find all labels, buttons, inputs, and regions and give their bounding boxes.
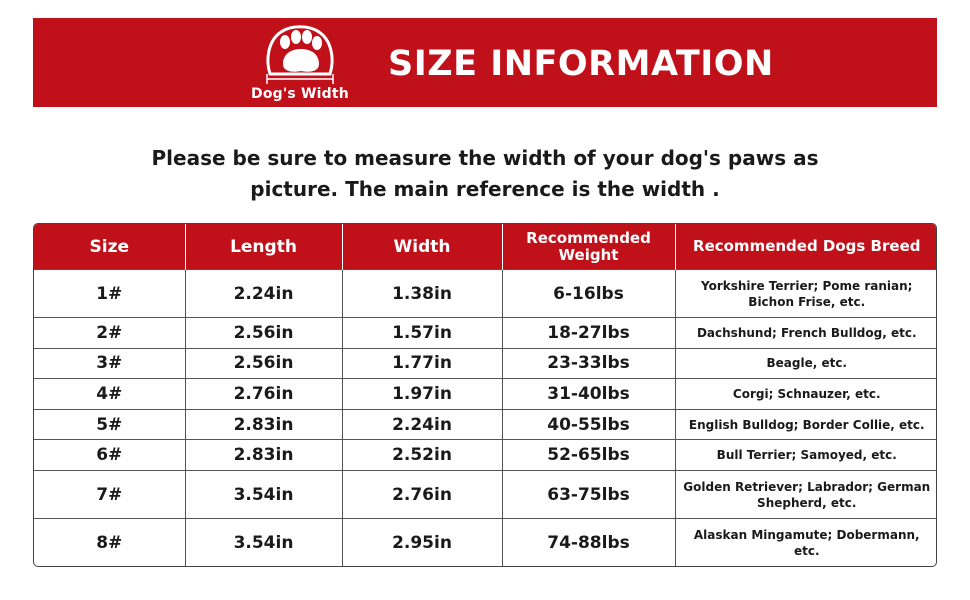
header-size: Size — [34, 224, 185, 270]
cell-breed: Dachshund; French Bulldog, etc. — [675, 318, 937, 349]
cell-width: 1.38in — [342, 270, 502, 318]
page-title: SIZE INFORMATION — [388, 44, 774, 84]
cell-length: 2.83in — [185, 440, 342, 471]
table-row — [34, 270, 937, 318]
cell-length: 2.83in — [185, 409, 342, 440]
paw-icon — [245, 18, 355, 88]
cell-size: 5# — [34, 409, 185, 440]
cell-width: 1.97in — [342, 379, 502, 410]
cell-size: 1# — [34, 270, 185, 318]
intro-text — [150, 143, 820, 205]
paw-caption: Dog's Width — [251, 86, 349, 102]
header-width: Width — [342, 224, 502, 270]
cell-breed: Beagle, etc. — [675, 348, 937, 379]
cell-length: 3.54in — [185, 471, 342, 519]
header-length: Length — [185, 224, 342, 270]
header-weight: Recommended Weight — [502, 224, 675, 270]
cell-width: 2.52in — [342, 440, 502, 471]
table-header-row — [34, 224, 937, 270]
size-table — [33, 223, 937, 567]
header-breed: Recommended Dogs Breed — [675, 224, 937, 270]
cell-length: 2.56in — [185, 318, 342, 349]
cell-weight: 63-75lbs — [502, 471, 675, 519]
table-row — [34, 409, 937, 440]
cell-size: 7# — [34, 471, 185, 519]
table-row — [34, 471, 937, 519]
cell-size: 3# — [34, 348, 185, 379]
cell-size: 4# — [34, 379, 185, 410]
cell-length: 2.24in — [185, 270, 342, 318]
cell-weight: 6-16lbs — [502, 270, 675, 318]
cell-size: 6# — [34, 440, 185, 471]
table-row — [34, 440, 937, 471]
cell-length: 3.54in — [185, 519, 342, 566]
header-banner — [33, 18, 937, 107]
paw-logo — [245, 18, 355, 107]
cell-weight: 23-33lbs — [502, 348, 675, 379]
cell-width: 2.76in — [342, 471, 502, 519]
cell-breed: Alaskan Mingamute; Dobermann, etc. — [675, 519, 937, 566]
cell-breed: English Bulldog; Border Collie, etc. — [675, 409, 937, 440]
cell-weight: 18-27lbs — [502, 318, 675, 349]
table-row — [34, 379, 937, 410]
cell-breed: Bull Terrier; Samoyed, etc. — [675, 440, 937, 471]
cell-breed: Yorkshire Terrier; Pome ranian; Bichon Frise, etc. — [675, 270, 937, 318]
intro-line-2: picture. The main reference is the width . — [250, 177, 720, 201]
table-row — [34, 348, 937, 379]
cell-weight: 40-55lbs — [502, 409, 675, 440]
cell-weight: 52-65lbs — [502, 440, 675, 471]
intro-line-1: Please be sure to measure the width of your dog's paws as — [151, 146, 819, 170]
cell-weight: 74-88lbs — [502, 519, 675, 566]
cell-length: 2.76in — [185, 379, 342, 410]
cell-breed: Golden Retriever; Labrador; German Shepherd, etc. — [675, 471, 937, 519]
table-row — [34, 519, 937, 566]
table-row — [34, 318, 937, 349]
cell-breed: Corgi; Schnauzer, etc. — [675, 379, 937, 410]
cell-width: 1.77in — [342, 348, 502, 379]
cell-size: 8# — [34, 519, 185, 566]
cell-width: 1.57in — [342, 318, 502, 349]
cell-width: 2.24in — [342, 409, 502, 440]
cell-width: 2.95in — [342, 519, 502, 566]
cell-weight: 31-40lbs — [502, 379, 675, 410]
cell-size: 2# — [34, 318, 185, 349]
cell-length: 2.56in — [185, 348, 342, 379]
